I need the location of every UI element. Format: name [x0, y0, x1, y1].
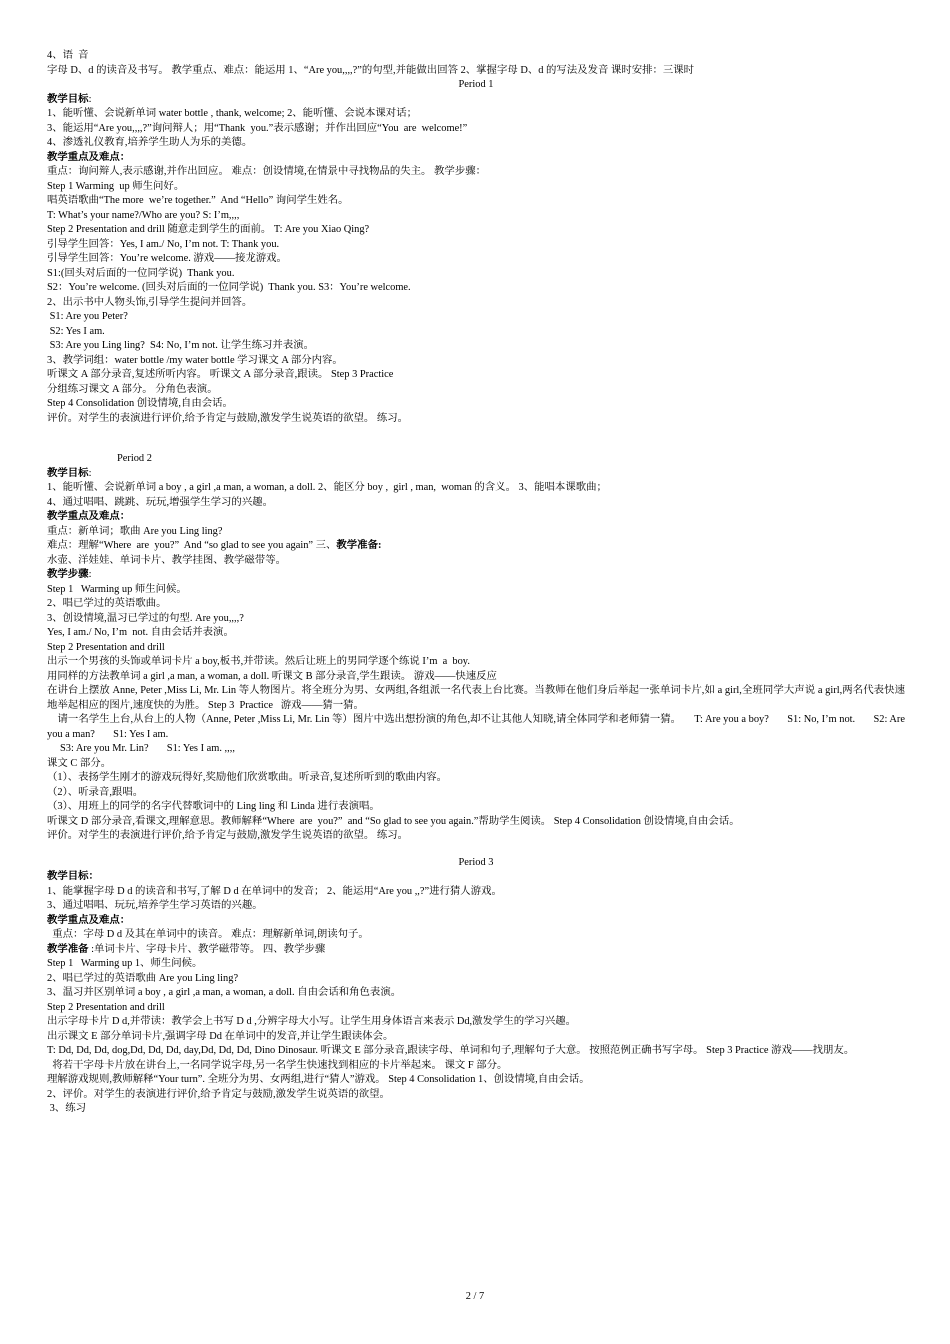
p3-goal-1: 1、能掌握字母 D d 的读音和书写,了解 D d 在单词中的发音； 2、能运用“Are you ,,?”进行猜人游戏。 — [47, 885, 502, 897]
p2-difficulty — [47, 539, 905, 554]
p2-step-line: Step 2 Presentation and drill — [47, 641, 165, 653]
p3-step-line: 3、练习 — [47, 1103, 86, 1114]
period-1-title: Period 1 — [458, 79, 494, 90]
page-number: 2 / 7 — [465, 1291, 485, 1302]
p1-step-line: 2、出示书中人物头饰,引导学生提问并回答。 — [47, 296, 253, 308]
p1-step-line: S3: Are you Ling ling? S4: No, I’m not. 让学生练习并表演。 — [47, 340, 314, 351]
p3-key-label: 教学重点及难点 — [47, 914, 120, 926]
p3-key-heading — [47, 914, 905, 929]
p2-step-line: （3）、用班上的同学的名字代替歌词中的 Ling ling 和 Linda 进行表演唱。 — [47, 801, 380, 812]
p2-step-line: 3、创设情境,温习已学过的句型. Are you,,,,? — [47, 612, 244, 624]
p2-step-line: 评价。对学生的表演进行评价,给予肯定与鼓励,激发学生说英语的欲望。 练习。 — [47, 830, 409, 841]
section-heading-phonics: 4、语 音 — [47, 50, 89, 61]
p2-goal-2: 4、通过唱唱、跳跳、玩玩,增强学生学习的兴趣。 — [47, 496, 273, 508]
intro-paragraph: 字母 D、d 的读音及书写。 教学重点、难点：能运用 1、“Are you,,,,?”的句型,并能做出回答 2、掌握字母 D、d 的写法及发音 课时安排：三课时 — [47, 64, 695, 76]
p2-step-line: 2、唱已学过的英语歌曲。 — [47, 598, 167, 609]
p1-key-heading — [47, 151, 905, 166]
p2-step-line: Step 1 Warming up 师生问候。 — [47, 583, 187, 595]
p1-step-line: 唱英语歌曲“The more we’re together.” And “Hello” 询问学生姓名。 — [47, 195, 349, 206]
p3-step-line: 将若干字母卡片放在讲台上,一名同学说字母,另一名学生快速找到相应的卡片举起来。 课文 F 部分。 — [47, 1059, 508, 1071]
period-2-title: Period 2 — [117, 453, 152, 464]
p3-step-line: 2、评价。对学生的表演进行评价,给予肯定与鼓励,激发学生说英语的欲望。 — [47, 1088, 390, 1100]
p2-step-line: 出示一个男孩的头饰或单词卡片 a boy,板书,并带读。然后让班上的男同学逐个练说 I’m a boy. — [47, 656, 470, 667]
p1-goals-colon: : — [88, 93, 92, 105]
p1-goal-1: 1、能听懂、会说新单词 water bottle , thank, welcome; 2、能听懂、会说本课对话； — [47, 108, 417, 119]
p1-step-line: S1: Are you Peter? — [47, 311, 128, 322]
p1-goals-heading — [47, 93, 905, 108]
p3-step-line: 3、温习并区别单词 a boy , a girl ,a man, a woman, a doll. 自由会话和角色表演。 — [47, 987, 402, 998]
p3-prep — [47, 943, 905, 958]
p3-step-line: 2、唱已学过的英语歌曲 Are you Ling ling? — [47, 972, 239, 984]
p3-key-points: 重点：字母 D d 及其在单词中的读音。 难点：理解新单词,朗读句子。 — [47, 929, 369, 940]
p1-step-line: T: What’s your name?/Who are you? S: I’m,,,, — [47, 209, 240, 221]
p1-key-label: 教学重点及难点 — [47, 151, 120, 163]
p1-goals-label: 教学目标 — [47, 93, 89, 105]
page-content — [47, 49, 908, 1117]
p2-goal-1: 1、能听懂、会说新单词 a boy , a girl ,a man, a woman, a doll. 2、能区分 boy , girl , man, woman 的含义。 3、能唱本课歌曲； — [47, 482, 607, 493]
p3-key-colon: ： — [119, 914, 131, 926]
p2-goals-label: 教学目标 — [47, 467, 89, 479]
p2-step-line: 听课文 D 部分录音,看课文,理解意思。教师解释“Where are you?” and “So glad to see you again.”帮助学生阅读。 Step 4 Consolidation 创设情境,自由会话。 — [47, 815, 740, 827]
p1-step-line: 评价。对学生的表演进行评价,给予肯定与鼓励,激发学生说英语的欲望。 练习。 — [47, 412, 409, 424]
p3-goal-2: 3、通过唱唱、玩玩,培养学生学习英语的兴趣。 — [47, 900, 263, 911]
p2-key-colon: ： — [119, 511, 131, 522]
p2-prep-label: 教学准备 — [336, 540, 378, 551]
p2-key-label: 教学重点及难点 — [47, 511, 120, 522]
p1-step-line: S2: Yes I am. — [47, 325, 105, 337]
p2-goals-heading — [47, 467, 905, 482]
p1-step-line: S2：You’re welcome. (回头对后面的一位同学说) Thank you. S3：You’re welcome. — [47, 282, 411, 293]
p2-step-line: 用同样的方法教单词 a girl ,a man, a woman, a doll. 听课文 B 部分录音,学生跟读。 游戏——快速反应 — [47, 670, 497, 682]
p1-step-line: 听课文 A 部分录音,复述所听内容。 听课文 A 部分录音,跟读。 Step 3 Practice — [47, 369, 394, 380]
p3-goals-heading: 教学目标： — [47, 871, 99, 882]
p3-step-line: Step 2 Presentation and drill — [47, 1001, 165, 1013]
p2-steps-heading — [47, 568, 905, 583]
p3-step-line: 出示字母卡片 D d,并带读：教学会上书写 D d ,分辨字母大小写。让学生用身体语言来表示 Dd,激发学生的学习兴趣。 — [47, 1016, 577, 1027]
p2-key-point: 重点：新单词；歌曲 Are you Ling ling? — [47, 525, 223, 537]
section-gap — [47, 844, 905, 856]
p3-step-line: T: Dd, Dd, Dd, dog,Dd, Dd, Dd, day,Dd, Dd, Dd, Dino Dinosaur. 听课文 E 部分录音,跟读字母、单词和句子,理解句子大意。 按照范例正确书写字母。 Step 3 Practice 游戏——找朋友。 — [47, 1045, 855, 1056]
p2-goals-colon: : — [88, 467, 92, 479]
p2-step-line: （2）、听录音,跟唱。 — [47, 786, 144, 798]
p2-step-line: 课文 C 部分。 — [47, 757, 112, 769]
p2-step-line: 请一名学生上台,从台上的人物（Anne, Peter ,Miss Li, Mr. Lin 等）图片中选出想扮演的角色,却不让其他人知晓,请全体同学和老师猜一猜。 T: Are you a boy? S1: No, I’m not. S2: Are you a man? S1: Yes I am. — [47, 714, 908, 740]
p1-step-line: 引导学生回答：Yes, I am./ No, I’m not. T: Thank you. — [47, 238, 280, 250]
p2-step-line: Yes, I am./ No, I’m not. 自由会话并表演。 — [47, 627, 234, 638]
p3-step-line: 理解游戏规则,教师解释“Your turn”. 全班分为男、女两组,进行“猜人”游戏。 Step 4 Consolidation 1、创设情境,自由会话。 — [47, 1074, 590, 1085]
p2-prep-materials: 水壶、洋娃娃、单词卡片、教学挂图、教学磁带等。 — [47, 554, 286, 566]
p2-prep-colon: : — [377, 540, 382, 551]
p2-steps-colon: : — [88, 569, 92, 580]
p2-steps-label: 教学步骤 — [47, 569, 89, 580]
p2-step-line: 在讲台上摆放 Anne, Peter ,Miss Li, Mr. Lin 等人物图片。将全班分为男、女两组,各组派一名代表上台比赛。当教师在他们身后举起一张单词卡片,如 a girl,全班同学大声说 a girl,两名代表快速地举起相应的图片,速度快的为胜。 Step 3 Practice 游戏——猜一猜。 — [47, 685, 905, 711]
p2-difficulty-text: 难点：理解“Where are you?” And “so glad to see you again” 三、 — [47, 540, 337, 551]
p3-prep-text: :单词卡片、字母卡片、教学磁带等。 四、教学步骤 — [88, 943, 326, 955]
p3-step-line: Step 1 Warming up 1、师生问候。 — [47, 958, 203, 969]
p1-key-colon: ： — [119, 151, 131, 163]
p2-key-heading — [47, 510, 905, 525]
p3-prep-label: 教学准备 — [47, 943, 89, 955]
p1-goal-2: 3、能运用“Are you,,,,?”询问辩人；用“Thank you.”表示感谢；并作出回应“You are welcome!” — [47, 122, 468, 134]
p2-step-line: S3: Are you Mr. Lin? S1: Yes I am. ,,,, — [47, 743, 235, 754]
p1-key-points: 重点：询问辩人,表示感谢,并作出回应。 难点：创设情境,在情景中寻找物品的失主。 教学步骤： — [47, 166, 486, 177]
section-gap — [47, 426, 905, 452]
p1-goal-3: 4、渗透礼仪教育,培养学生助人为乐的美德。 — [47, 137, 253, 148]
p1-step-line: 分组练习课文 A 部分。 分角色表演。 — [47, 383, 218, 395]
p3-step-line: 出示课文 E 部分单词卡片,强调字母 Dd 在单词中的发音,并让学生跟读体会。 — [47, 1030, 394, 1042]
p1-step-line: 3、教学词组：water bottle /my water bottle 学习课文 A 部分内容。 — [47, 354, 343, 366]
period-3-title: Period 3 — [458, 856, 494, 868]
p2-step-line: （1）、表扬学生刚才的游戏玩得好,奖励他们欣赏歌曲。听录音,复述所听到的歌曲内容。 — [47, 772, 448, 783]
p1-step-line: Step 4 Consolidation 创设情境,自由会话。 — [47, 398, 233, 409]
p1-step-line: Step 1 Warming up 师生问好。 — [47, 180, 185, 192]
p1-step-line: S1:(回头对后面的一位同学说) Thank you. — [47, 267, 235, 279]
p1-step-line: Step 2 Presentation and drill 随意走到学生的面前。 T: Are you Xiao Qing? — [47, 224, 370, 235]
p1-step-line: 引导学生回答：You’re welcome. 游戏——接龙游戏。 — [47, 253, 287, 264]
